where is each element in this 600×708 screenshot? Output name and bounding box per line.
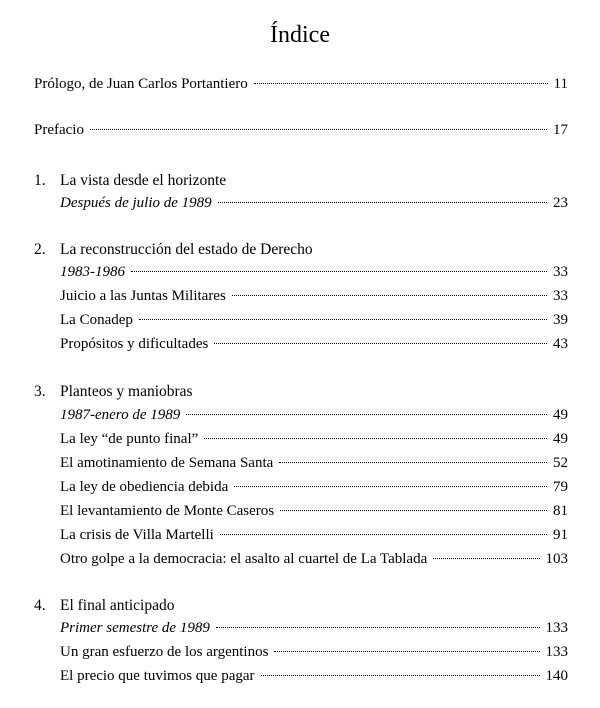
leader-dots (204, 438, 547, 439)
toc-entry[interactable] (60, 195, 568, 217)
toc-entry[interactable] (60, 620, 568, 642)
toc-page: 33 (553, 264, 568, 280)
toc-entry[interactable] (60, 644, 568, 666)
toc-entry[interactable] (60, 264, 568, 286)
toc-label: Juicio a las Juntas Militares (60, 288, 226, 304)
leader-dots (433, 558, 539, 559)
toc-page: 49 (553, 407, 568, 423)
chapter-heading-2[interactable] (34, 241, 568, 263)
chapter-title: El final anticipado (60, 597, 175, 614)
toc-page: 79 (553, 479, 568, 495)
leader-dots (279, 462, 547, 463)
leader-dots (218, 202, 547, 203)
chapter-title: Planteos y maniobras (60, 383, 193, 400)
toc-entry[interactable] (60, 503, 568, 525)
toc-label: Prefacio (34, 122, 84, 138)
page-title: Índice (270, 22, 330, 48)
toc-label: Propósitos y dificultades (60, 336, 209, 352)
leader-dots (90, 129, 547, 130)
toc-page: 103 (545, 551, 568, 567)
toc-entry-prefacio[interactable] (34, 122, 568, 144)
leader-dots (280, 510, 547, 511)
toc-page: 81 (553, 503, 568, 519)
toc-page: 140 (545, 668, 568, 684)
toc-label: 1983-1986 (60, 264, 125, 280)
leader-dots (232, 295, 547, 296)
toc-entry[interactable] (60, 336, 568, 358)
toc-entry[interactable] (60, 668, 568, 690)
toc-entry[interactable] (60, 288, 568, 310)
toc-label: Prólogo, de Juan Carlos Portantiero (34, 76, 248, 92)
toc-entry[interactable] (60, 479, 568, 501)
toc-page: 133 (545, 620, 568, 636)
leader-dots (254, 83, 548, 84)
toc-page: 39 (553, 312, 568, 328)
toc-label: El precio que tuvimos que pagar (60, 668, 255, 684)
toc-entry-prologo[interactable] (34, 76, 568, 98)
leader-dots (220, 534, 547, 535)
toc-label: Después de julio de 1989 (60, 195, 212, 211)
toc-page: 133 (545, 644, 568, 660)
chapter-number: 2. (34, 241, 46, 258)
toc-page: 33 (553, 288, 568, 304)
toc-entry[interactable] (60, 431, 568, 453)
leader-dots (131, 271, 547, 272)
chapter-number: 4. (34, 597, 46, 614)
toc-entry[interactable] (60, 527, 568, 549)
toc-label: La crisis de Villa Martelli (60, 527, 214, 543)
toc-page: 11 (553, 76, 568, 92)
toc-page: 52 (553, 455, 568, 471)
leader-dots (216, 627, 540, 628)
chapter-heading-1[interactable] (34, 172, 568, 194)
toc-label: La ley “de punto final” (60, 431, 199, 447)
toc-label: Primer semestre de 1989 (60, 620, 210, 636)
leader-dots (186, 414, 547, 415)
chapter-number: 1. (34, 172, 46, 189)
toc-label: Otro golpe a la democracia: el asalto al cuartel de La Tablada (60, 551, 428, 567)
leader-dots (261, 675, 540, 676)
toc-label: Un gran esfuerzo de los argentinos (60, 644, 269, 660)
chapter-title: La reconstrucción del estado de Derecho (60, 241, 313, 258)
chapter-number: 3. (34, 383, 46, 400)
toc-label: La Conadep (60, 312, 133, 328)
leader-dots (139, 319, 547, 320)
leader-dots (234, 486, 547, 487)
toc-label: La ley de obediencia debida (60, 479, 229, 495)
toc-page: 17 (553, 122, 568, 138)
leader-dots (274, 651, 539, 652)
toc-page: 49 (553, 431, 568, 447)
toc-page: 43 (553, 336, 568, 352)
toc-entry[interactable] (60, 551, 568, 573)
toc-page: 23 (553, 195, 568, 211)
chapter-heading-3[interactable] (34, 383, 568, 405)
toc-entry[interactable] (60, 407, 568, 429)
toc-entry[interactable] (60, 312, 568, 334)
toc-page: 91 (553, 527, 568, 543)
toc-label: El amotinamiento de Semana Santa (60, 455, 274, 471)
chapter-heading-4[interactable] (34, 597, 568, 619)
leader-dots (214, 343, 547, 344)
toc-entry[interactable] (60, 455, 568, 477)
toc-label: 1987-enero de 1989 (60, 407, 181, 423)
toc-label: El levantamiento de Monte Caseros (60, 503, 275, 519)
chapter-title: La vista desde el horizonte (60, 172, 227, 189)
